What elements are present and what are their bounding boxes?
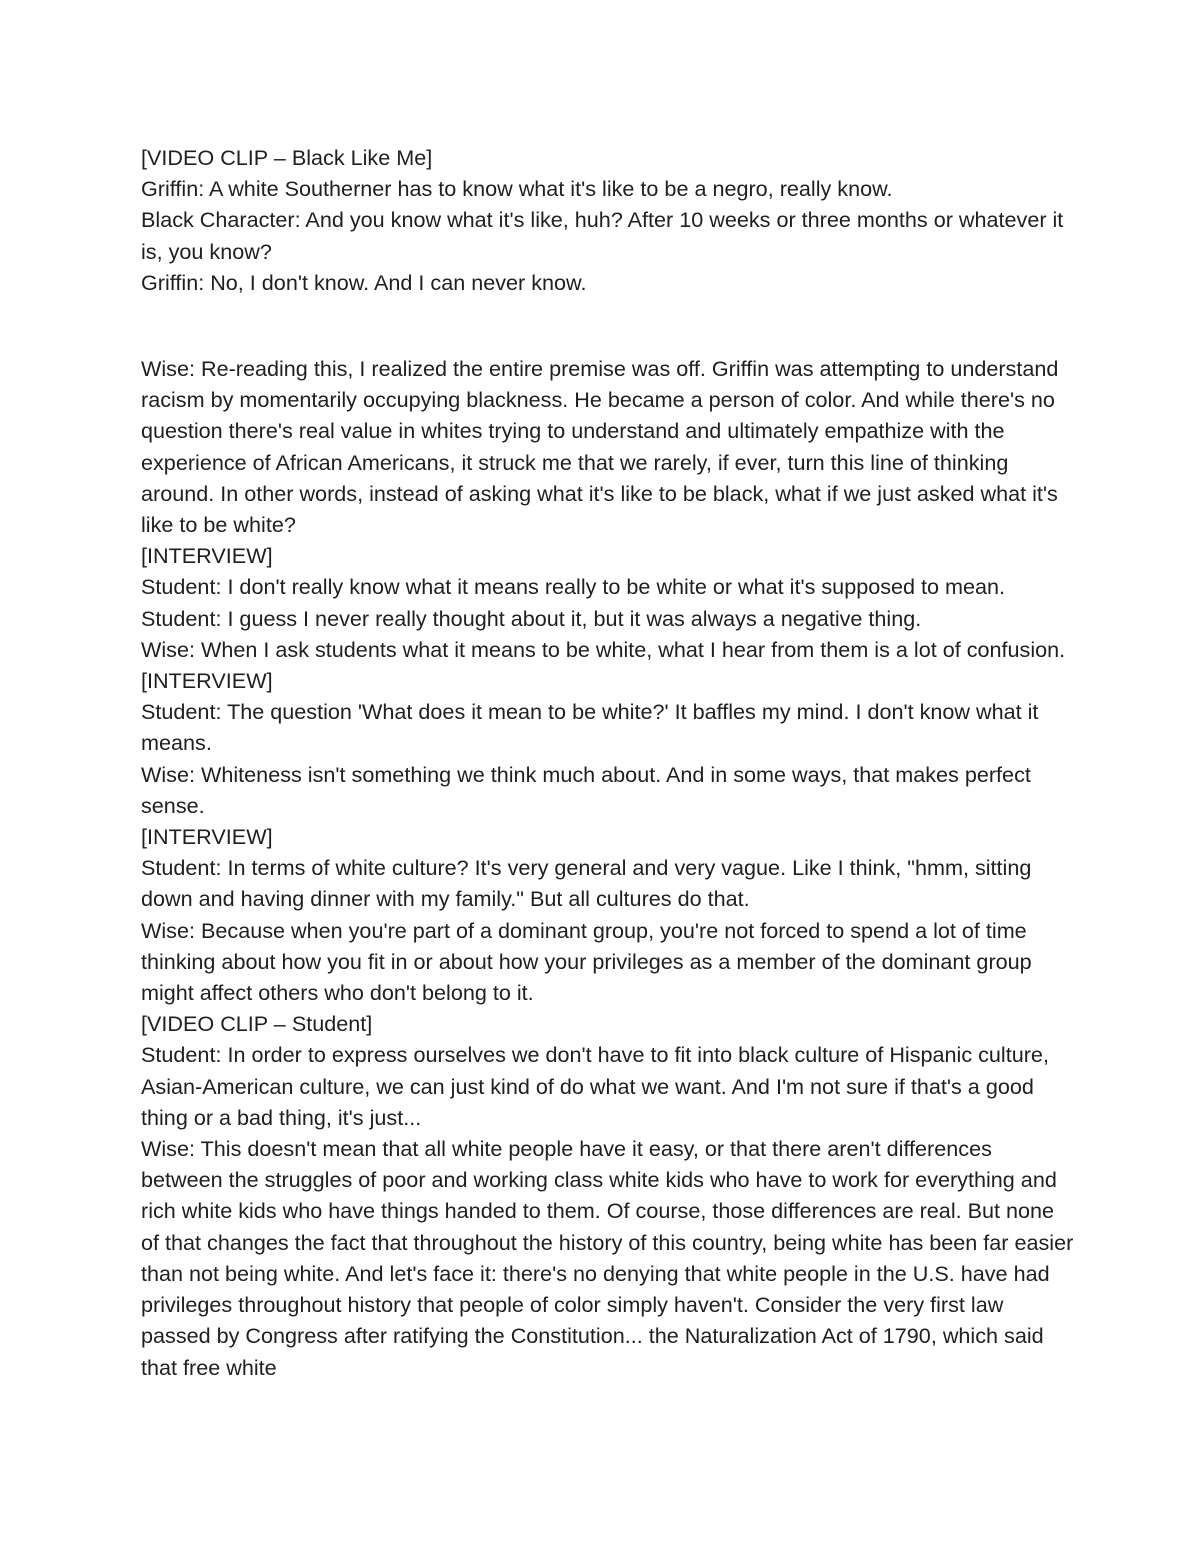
scene-heading: [INTERVIEW] [141, 824, 273, 850]
dialogue-line: Wise: Whiteness isn't something we think much about. And in some ways, that makes perfect sense. [141, 761, 1031, 818]
scene-heading: [VIDEO CLIP – Black Like Me] [141, 145, 433, 170]
dialogue-line: Wise: When I ask students what it means to be white, what I hear from them is a lot of confusion. [INTERVIEW] [141, 636, 1066, 694]
scene-heading: [VIDEO CLIP – Student] [141, 1011, 373, 1037]
dialogue-line: Wise: Because when you're part of a dominant group, you're not forced to spend a lot of time thinking about how you fit in or about how your privileges as a member of the dominant group might affect others who don't belong to it. [141, 917, 1032, 1006]
dialogue-line: Wise: This doesn't mean that all white people have it easy, or that there aren't differences between the struggles of poor and working class white kids who have to work for everything and rich white kids who have things handed to them. Of course, those differences are real. But none of that changes the fact that throughout the history of this country, being white has been far easier than not being white. And let's face it: there's no denying that white people in the U.S. have had privileges throughout history that people of color simply haven't. Consider the very first law passed by Congress after ratifying the Constitution... the Naturalization Act of 1790, which said that free white [141, 1136, 1074, 1380]
dialogue-line: Student: I guess I never really thought about it, but it was always a negative thing. [141, 605, 922, 631]
dialogue-line: Griffin: No, I don't know. And I can never know. [141, 269, 587, 295]
dialogue-line: Student: The question 'What does it mean to be white?' It baffles my mind. I don't know what it means. [141, 699, 1039, 756]
dialogue-line: Student: In terms of white culture? It's very general and very vague. Like I think, "hmm, sitting down and having dinner with my family." But all cultures do that. [141, 855, 1032, 912]
dialogue-line: Wise: Re-reading this, I realized the entire premise was off. Griffin was attempting to understand racism by momentarily occupying blackness. He became a person of color. And while there's no question there's real value in whites trying to understand and ultimately empathize with the experience of African Americans, it struck me that we rarely, if ever, turn this line of thinking around. In other words, instead of asking what it's like to be black, what if we just asked what it's like to be white? [141, 356, 1059, 538]
scene-heading: [INTERVIEW] [141, 543, 273, 569]
dialogue-line: Student: In order to express ourselves we don't have to fit into black culture of Hispanic culture, Asian-American culture, we can just kind of do what we want. And I'm not sure if that's a good thing or a bad thing, it's just... [141, 1042, 1049, 1130]
dialogue-line: Griffin: A white Southerner has to know what it's like to be a negro, really know. [141, 176, 893, 202]
transcript-section-1 [141, 142, 1076, 298]
transcript-section-2 [141, 353, 1076, 1383]
dialogue-line: Black Character: And you know what it's like, huh? After 10 weeks or three months or whatever it is, you know? [141, 207, 1064, 264]
dialogue-line: Student: I don't really know what it means really to be white or what it's supposed to mean. [141, 574, 1006, 600]
